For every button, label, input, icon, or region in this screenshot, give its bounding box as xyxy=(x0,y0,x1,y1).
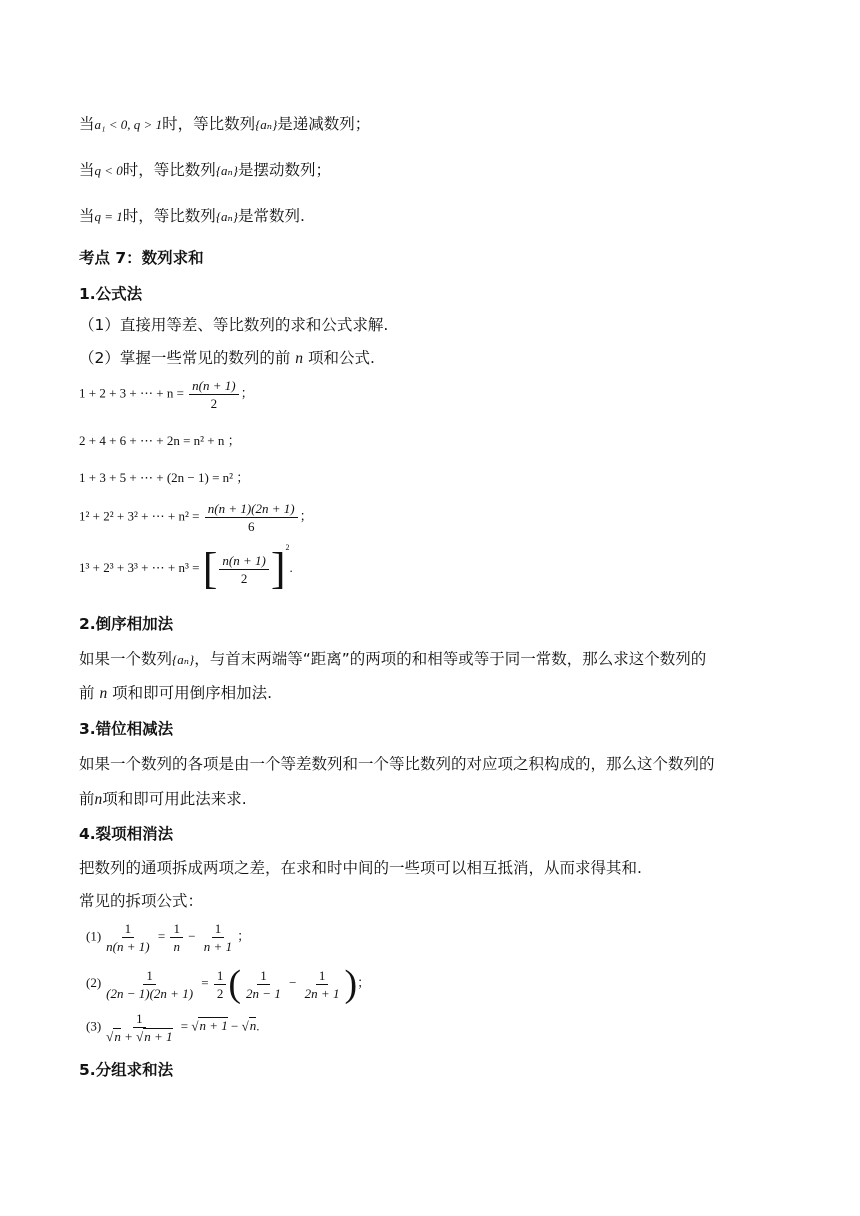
fraction: $\frac{n(n + 1)}{2}$ xyxy=(189,378,238,411)
section-title: 考点 7：数列求和 xyxy=(79,249,204,267)
right-bracket: ] xyxy=(270,544,286,593)
fraction: $\frac{1}{2n - 1}$ xyxy=(246,967,281,1001)
method-4-para-1: 把数列的通项拆成两项之差，在求和时中间的一些项可以相互抵消，从而求得其和. xyxy=(79,859,642,877)
method-4-para-2: 常见的拆项公式： xyxy=(79,892,204,910)
method-1-title: 1.公式法 xyxy=(79,285,143,303)
fraction: $\frac{1}{n(n + 1)}$ xyxy=(106,921,150,954)
fraction: $\frac{n(n + 1)(2n + 1)}{6}$ xyxy=(205,501,298,534)
split-formula-2: (2) $\frac{1}{(2n - 1)(2n + 1)}$ = $\frac{1}{2}$ ( $\frac{1}{2n - 1}$ − $\frac{1}{2n + 1}$ )； xyxy=(86,963,371,1005)
formula-sum-even: 2 + 4 + 6 + ⋯ + 2n = n² + n ； xyxy=(79,433,241,448)
method-3-title: 3.错位相减法 xyxy=(79,720,174,738)
formula-sum-squares: 1² + 2² + 3² + ⋯ + n² = $\frac{n(n + 1)(2n + 1)}{6}$ ； xyxy=(79,501,313,534)
right-paren: ) xyxy=(344,963,358,1005)
method-3-para-line-2: 前n项和即可用此法来求. xyxy=(79,790,247,808)
method-2-title: 2.倒序相加法 xyxy=(79,615,174,633)
case-condition: a₁ < 0, q > 1 xyxy=(94,117,163,132)
method-1-item-2: （2）掌握一些常见的数列的前 n 项和公式. xyxy=(79,349,375,367)
fraction: $\frac{n(n + 1)}{2}$ xyxy=(219,553,268,586)
sequence-symbol: {aₙ} xyxy=(255,117,278,132)
split-formula-1: (1) $\frac{1}{n(n + 1)}$ = $\frac{1}{n}$ − $\frac{1}{n + 1}$ ； xyxy=(86,921,251,954)
fraction: $\frac{1}{2}$ xyxy=(214,968,227,1001)
fraction: $\frac{1}{n}$ xyxy=(170,921,183,954)
case-constant: 当q = 1时，等比数列{aₙ}是常数列. xyxy=(79,207,305,225)
case-condition: q < 0 xyxy=(94,163,123,178)
split-formula-3: (3) $\frac{1}{√n + √n + 1}$ = √n + 1 − √n. xyxy=(86,1011,260,1044)
fraction: $\frac{1}{√n + √n + 1}$ xyxy=(106,1011,173,1044)
formula-sum-cubes: 1³ + 2³ + 3³ + ⋯ + n³ = [ $\frac{n(n + 1)}{2}$ ]$^2$. xyxy=(79,542,293,593)
case-oscillating: 当q < 0时，等比数列{aₙ}是摆动数列； xyxy=(79,161,331,179)
sequence-symbol: {aₙ} xyxy=(215,163,238,178)
sequence-symbol: {aₙ} xyxy=(172,652,195,667)
method-4-title: 4.裂项相消法 xyxy=(79,825,174,843)
formula-sum-odd: 1 + 3 + 5 + ⋯ + (2n − 1) = n² ； xyxy=(79,470,250,485)
sequence-symbol: {aₙ} xyxy=(215,209,238,224)
method-2-para-line-2: 前 n 项和即可用倒序相加法. xyxy=(79,684,273,702)
method-3-para-line-1: 如果一个数列的各项是由一个等差数列和一个等比数列的对应项之积构成的，那么这个数列的 xyxy=(79,755,715,773)
method-5-title: 5.分组求和法 xyxy=(79,1061,174,1079)
fraction: $\frac{1}{n + 1}$ xyxy=(203,921,233,954)
left-paren: ( xyxy=(228,963,242,1005)
method-2-para-line-1: 如果一个数列{aₙ}，与首末两端等“距离”的两项的和相等或等于同一常数，那么求这个数列的 xyxy=(79,650,707,668)
fraction: $\frac{1}{2n + 1}$ xyxy=(304,967,340,1001)
method-1-item-1: （1）直接用等差、等比数列的求和公式求解. xyxy=(79,316,389,334)
left-bracket: [ xyxy=(202,544,218,593)
case-decreasing: 当a₁ < 0, q > 1时，等比数列{aₙ}是递减数列； xyxy=(79,115,371,133)
fraction: $\frac{1}{(2n - 1)(2n + 1)}$ xyxy=(106,967,194,1001)
formula-sum-natural: 1 + 2 + 3 + ⋯ + n = $\frac{n(n + 1)}{2}$ ； xyxy=(79,378,254,411)
case-condition: q = 1 xyxy=(94,209,123,224)
